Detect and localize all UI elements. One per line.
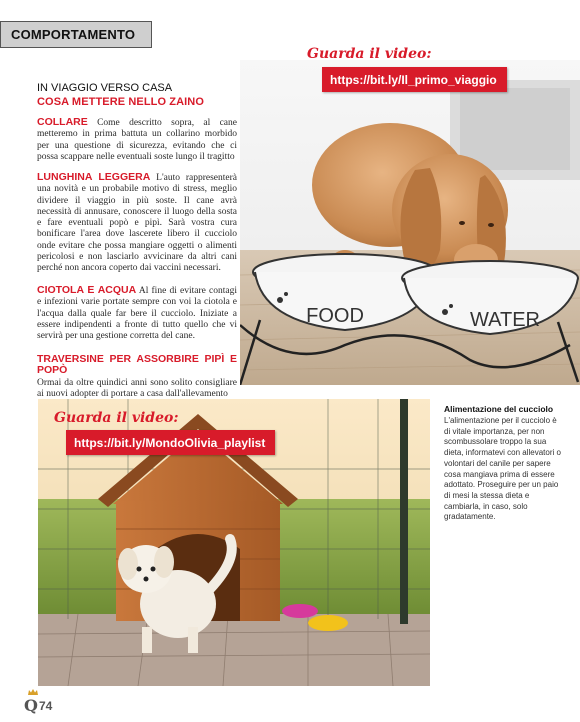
puppy-bowls-photo — [240, 60, 580, 385]
paragraph-collare — [37, 117, 237, 163]
paragraph-lunghina — [37, 172, 237, 275]
paragraph-traversine — [37, 354, 237, 400]
sidebar-title: Alimentazione del cucciolo — [444, 404, 554, 414]
paragraph-lead: COLLARE — [37, 116, 88, 128]
page-footer — [24, 696, 52, 715]
article-headline: COSA METTERE NELLO ZAINO — [37, 96, 204, 108]
paragraph-lead: CIOTOLA E ACQUA — [37, 284, 137, 296]
video-link-top[interactable]: https://bit.ly/Il_primo_viaggio — [322, 67, 507, 92]
watch-video-label-top: Guarda il video: — [307, 46, 432, 62]
paragraph-text: Al fine di evitare contagi e infezioni varie portate sempre con voi la ciotola e l'acqua dalla quale far bere il cucciolo. Iniziate a essere indipendenti a fronte di tutto quello che vi servirà per una gestione corretta del cane. — [37, 286, 237, 342]
bowl-label-water: WATER — [470, 309, 540, 331]
paragraph-lead: TRAVERSINE PER ASSORBIRE PIPÌ E POPÒ — [37, 353, 237, 377]
video-link-bottom[interactable]: https://bit.ly/MondoOlivia_playlist — [66, 430, 275, 455]
paragraph-text: Come descritto sopra, al cane metteremo in prima battuta un collarino morbido per una questione di sicurezza, evitando che ci possa scappare nelle eventuali soste lungo il tragitto — [37, 118, 237, 162]
article-kicker: IN VIAGGIO VERSO CASA — [37, 82, 173, 94]
paragraph-text: L'auto rappresenterà una novità e un probabile motivo di stress, meglio dividere il viaggio in più soste. Il cane avrà necessità di annusare, conoscere il luogo della sosta e fare eventuali popò e pipì. Sarà vostra cura bonificare l'area dove lascerete libero il cucciolo onde evitare che possa mangiare oggetti o alimenti pericolosi e non lasciarlo avvicinare da altri cani perché non ancora coperto dai vaccini necessari. — [37, 173, 237, 274]
paragraph-lead: LUNGHINA LEGGERA — [37, 171, 151, 183]
paragraph-text: Ormai da oltre quindici anni sono solito consigliare ai nuovi adopter di portare a casa dall'allevamento — [37, 377, 237, 399]
sidebar-body: L'alimentazione per il cucciolo è di vitale importanza, per non scombussolare troppo la sua dieta, informatevi con allevatori o volontari del canile per sapere cosa mangiava prima di essere adottato. Proseguire per un paio di mesi la stessa dieta e cambiarla, in caso, solo gradatamente. — [444, 416, 561, 522]
section-tab — [0, 21, 152, 48]
bowl-label-food: FOOD — [306, 305, 364, 327]
paragraph-ciotola — [37, 285, 237, 342]
section-label: COMPORTAMENTO — [11, 27, 136, 42]
watch-video-label-bottom: Guarda il video: — [54, 410, 179, 426]
crown-icon — [28, 689, 38, 695]
page-number: 74 — [38, 698, 53, 713]
logo-q: Q — [24, 696, 38, 715]
